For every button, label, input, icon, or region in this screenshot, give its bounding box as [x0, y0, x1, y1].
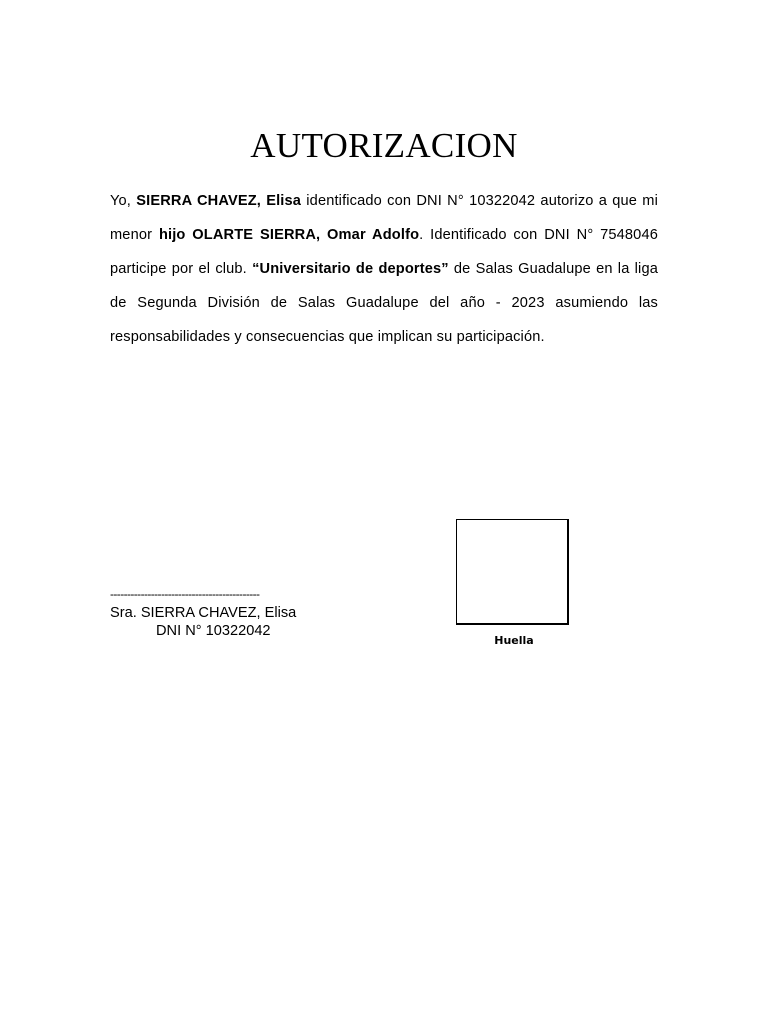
fingerprint-label: Huella: [494, 634, 534, 647]
signature-line: --------------------------------------------: [110, 587, 260, 601]
signer-name: Sra. SIERRA CHAVEZ, Elisa: [110, 605, 297, 621]
document-title: AUTORIZACION: [250, 126, 518, 165]
paragraph-text-2: identificado con DNI N° 10322042 autorizo a que mi menor: [110, 193, 658, 243]
paragraph-text-4: de Salas Guadalupe en la liga de Segunda División de Salas Guadalupe del año - 2023 asumiendo las responsabilidades y consecuencias que implican su participación.: [110, 261, 658, 345]
paragraph-text-3: . Identificado con DNI N° 7548046 participe por el club.: [110, 227, 658, 277]
child-name: hijo OLARTE SIERRA, Omar Adolfo: [158, 227, 420, 243]
parent-name: SIERRA CHAVEZ, Elisa: [136, 193, 302, 209]
signature-block: [110, 586, 296, 640]
fingerprint-box: [456, 519, 569, 625]
paragraph-text-1: Yo,: [110, 193, 137, 209]
club-name: “Universitario de deportes”: [252, 261, 449, 277]
signer-dni: DNI N° 10322042: [156, 623, 271, 639]
authorization-paragraph: [110, 184, 658, 354]
